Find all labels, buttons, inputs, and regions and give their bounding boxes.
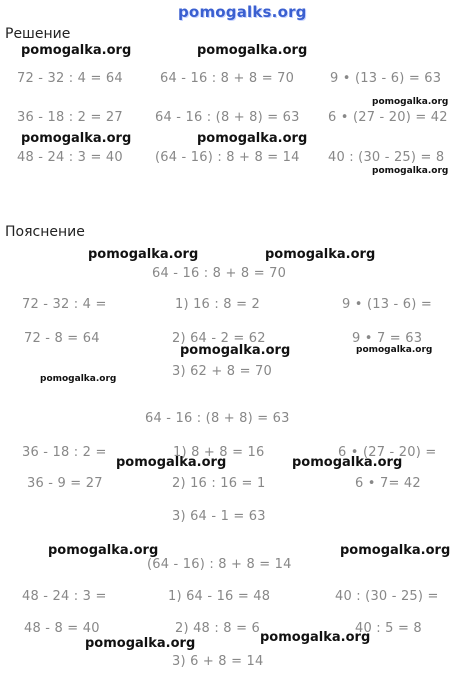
block3-step2: 2) 48 : 8 = 6 — [175, 621, 260, 636]
watermark: pomogalka.org — [197, 43, 308, 58]
watermark: pomogalka.org — [48, 543, 159, 558]
solution-row1-col2: 64 - 16 : 8 + 8 = 70 — [160, 71, 295, 86]
explanation-heading: Пояснение — [5, 224, 85, 240]
solution-row1-col1: 72 - 32 : 4 = 64 — [17, 71, 123, 86]
watermark: pomogalka.org — [265, 247, 376, 262]
block3-center-expression: (64 - 16) : 8 + 8 = 14 — [147, 557, 292, 572]
block3-right-line1: 40 : (30 - 25) = — [335, 589, 439, 604]
watermark: pomogalka.org — [21, 43, 132, 58]
block1-step1: 1) 16 : 8 = 2 — [175, 297, 260, 312]
watermark: pomogalka.org — [197, 131, 308, 146]
solution-row2-col1: 36 - 18 : 2 = 27 — [17, 110, 123, 125]
site-logo[interactable]: pomogalks.org — [178, 3, 307, 21]
watermark: pomogalka.org — [292, 455, 403, 470]
block2-right-line2: 6 • 7= 42 — [355, 476, 421, 491]
block2-step3: 3) 64 - 1 = 63 — [172, 509, 266, 524]
block2-step1: 1) 8 + 8 = 16 — [173, 445, 265, 460]
block1-step2: 2) 64 - 2 = 62 — [172, 331, 266, 346]
solution-row2-col3: 6 • (27 - 20) = 42 — [328, 110, 448, 125]
block2-right-line1: 6 • (27 - 20) = — [338, 445, 437, 460]
watermark: pomogalka.org — [116, 455, 227, 470]
watermark: pomogalka.org — [85, 636, 196, 651]
block3-right-line2: 40 : 5 = 8 — [355, 621, 422, 636]
watermark: pomogalka.org — [260, 630, 371, 645]
watermark-small: pomogalka.org — [372, 166, 449, 176]
solution-row3-col1: 48 - 24 : 3 = 40 — [17, 150, 123, 165]
block3-left-line1: 48 - 24 : 3 = — [22, 589, 107, 604]
block2-left-line2: 36 - 9 = 27 — [27, 476, 103, 491]
watermark: pomogalka.org — [88, 247, 199, 262]
solution-row2-col2: 64 - 16 : (8 + 8) = 63 — [155, 110, 300, 125]
block1-center-expression: 64 - 16 : 8 + 8 = 70 — [152, 266, 287, 281]
watermark: pomogalka.org — [340, 543, 451, 558]
watermark: pomogalka.org — [180, 343, 291, 358]
watermark-small: pomogalka.org — [40, 374, 117, 384]
block2-left-line1: 36 - 18 : 2 = — [22, 445, 107, 460]
block3-step3: 3) 6 + 8 = 14 — [172, 654, 264, 669]
block2-step2: 2) 16 : 16 = 1 — [172, 476, 266, 491]
block1-left-line1: 72 - 32 : 4 = — [22, 297, 107, 312]
watermark: pomogalka.org — [21, 131, 132, 146]
block1-step3: 3) 62 + 8 = 70 — [172, 364, 272, 379]
watermark-small: pomogalka.org — [372, 97, 449, 107]
block1-right-line1: 9 • (13 - 6) = — [342, 297, 432, 312]
solution-heading: Решение — [5, 26, 71, 42]
solution-row3-col3: 40 : (30 - 25) = 8 — [328, 150, 445, 165]
block3-left-line2: 48 - 8 = 40 — [24, 621, 100, 636]
solution-row1-col3: 9 • (13 - 6) = 63 — [330, 71, 442, 86]
watermark-small: pomogalka.org — [356, 345, 433, 355]
solution-row3-col2: (64 - 16) : 8 + 8 = 14 — [155, 150, 300, 165]
block1-right-line2: 9 • 7 = 63 — [352, 331, 423, 346]
block1-left-line2: 72 - 8 = 64 — [24, 331, 100, 346]
block2-center-expression: 64 - 16 : (8 + 8) = 63 — [145, 411, 290, 426]
block3-step1: 1) 64 - 16 = 48 — [168, 589, 271, 604]
